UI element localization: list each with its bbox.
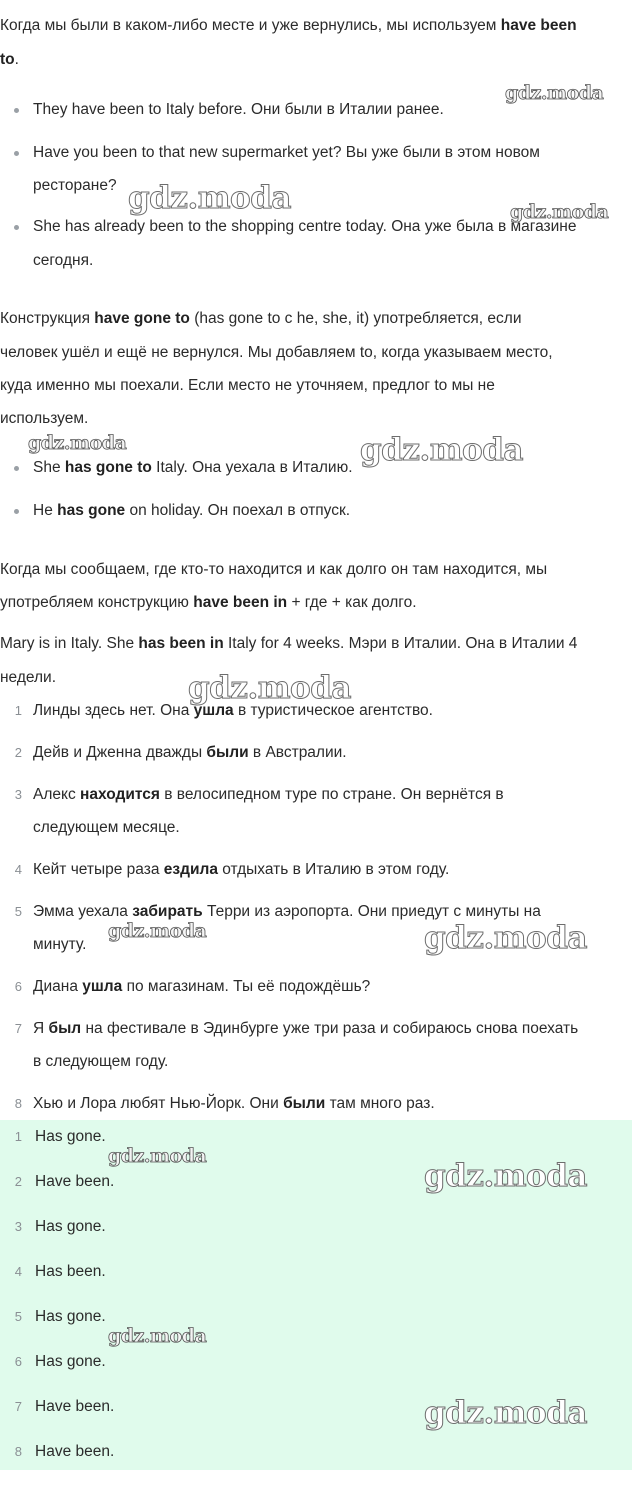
watermark-logo: gdz.moda: [28, 432, 127, 454]
example-been-1: They have been to Italy before. Они были в Италии ранее.: [33, 101, 444, 118]
translation-3: Алекс находится в велосипедном туре по стране. Он вернётся в: [33, 786, 504, 803]
intro-line-2: to.: [0, 51, 19, 68]
watermark-logo: gdz.moda: [424, 1158, 587, 1194]
answer-number: 2: [14, 1174, 22, 1189]
translation-5: Эмма уехала забирать Терри из аэропорта. Они приедут с минуты на: [33, 903, 541, 920]
answer-number: 7: [14, 1399, 22, 1414]
translation-4: Кейт четыре раза ездила отдыхать в Италию в этом году.: [33, 861, 450, 878]
translation-2: Дейв и Дженна дважды были в Австралии.: [33, 744, 347, 761]
list-number: 7: [14, 1021, 22, 1036]
gone-para-2: человек ушёл и ещё не вернулся. Мы добавляем to, когда указываем место,: [0, 344, 553, 361]
translation-7: Я был на фестивале в Эдинбурге уже три раза и собираюсь снова поехать: [33, 1020, 579, 1037]
answer-2: Have been.: [35, 1173, 115, 1190]
answer-number: 8: [14, 1444, 22, 1459]
list-number: 8: [14, 1096, 22, 1111]
translation-7-cont: в следующем году.: [33, 1053, 169, 1070]
mary-line-2: недели.: [0, 669, 56, 686]
watermark-logo: gdz.moda: [510, 201, 609, 223]
answer-1: Has gone.: [35, 1128, 106, 1145]
gone-para-1: Конструкция have gone to (has gone to с he, she, it) употребляется, если: [0, 310, 522, 327]
bullet-icon: [14, 108, 19, 113]
bullet-icon: [14, 509, 19, 514]
answer-number: 1: [14, 1129, 22, 1144]
example-been-3: She has already been to the shopping centre today. Она уже была в магазине: [33, 218, 577, 235]
watermark-logo: gdz.moda: [424, 1395, 587, 1431]
intro-line-1: Когда мы были в каком-либо месте и уже вернулись, мы используем have been: [0, 17, 577, 34]
list-number: 4: [14, 862, 22, 877]
answer-number: 3: [14, 1219, 22, 1234]
example-been-2-cont: ресторане?: [33, 177, 117, 194]
answer-4: Has been.: [35, 1263, 106, 1280]
translation-3-cont: следующем месяце.: [33, 819, 180, 836]
answer-5: Has gone.: [35, 1308, 106, 1325]
watermark-logo: gdz.moda: [128, 180, 291, 216]
translation-8: Хью и Лора любят Нью-Йорк. Они были там много раз.: [33, 1095, 435, 1112]
answer-7: Have been.: [35, 1398, 115, 1415]
translation-5-cont: минуту.: [33, 936, 87, 953]
answer-6: Has gone.: [35, 1353, 106, 1370]
answer-number: 5: [14, 1309, 22, 1324]
list-number: 6: [14, 979, 22, 994]
mary-line-1: Mary is in Italy. She has been in Italy for 4 weeks. Мэри в Италии. Она в Италии 4: [0, 635, 578, 652]
answer-number: 4: [14, 1264, 22, 1279]
gone-para-4: используем.: [0, 410, 89, 427]
watermark-logo: gdz.moda: [108, 1145, 207, 1167]
example-been-2: Have you been to that new supermarket yet? Вы уже были в этом новом: [33, 144, 540, 161]
been-in-para-2: употребляем конструкцию have been in + где + как долго.: [0, 594, 417, 611]
watermark-logo: gdz.moda: [108, 920, 207, 942]
example-gone-1: She has gone to Italy. Она уехала в Италию.: [33, 459, 353, 476]
bullet-icon: [14, 225, 19, 230]
list-number: 5: [14, 904, 22, 919]
bullet-icon: [14, 466, 19, 471]
answer-3: Has gone.: [35, 1218, 106, 1235]
answer-8: Have been.: [35, 1443, 115, 1460]
bullet-icon: [14, 151, 19, 156]
watermark-logo: gdz.moda: [505, 82, 604, 104]
translation-1: Линды здесь нет. Она ушла в туристическое агентство.: [33, 702, 433, 719]
watermark-logo: gdz.moda: [360, 432, 523, 468]
watermark-logo: gdz.moda: [424, 920, 587, 956]
example-been-3-cont: сегодня.: [33, 252, 94, 269]
answer-number: 6: [14, 1354, 22, 1369]
list-number: 3: [14, 787, 22, 802]
gone-para-3: куда именно мы поехали. Если место не уточняем, предлог to мы не: [0, 377, 495, 394]
translation-6: Диана ушла по магазинам. Ты её подождёшь?: [33, 978, 371, 995]
watermark-logo: gdz.moda: [188, 670, 351, 706]
example-gone-2: He has gone on holiday. Он поехал в отпуск.: [33, 502, 351, 519]
watermark-logo: gdz.moda: [108, 1325, 207, 1347]
list-number: 2: [14, 745, 22, 760]
list-number: 1: [14, 703, 22, 718]
been-in-para-1: Когда мы сообщаем, где кто-то находится и как долго он там находится, мы: [0, 561, 548, 578]
